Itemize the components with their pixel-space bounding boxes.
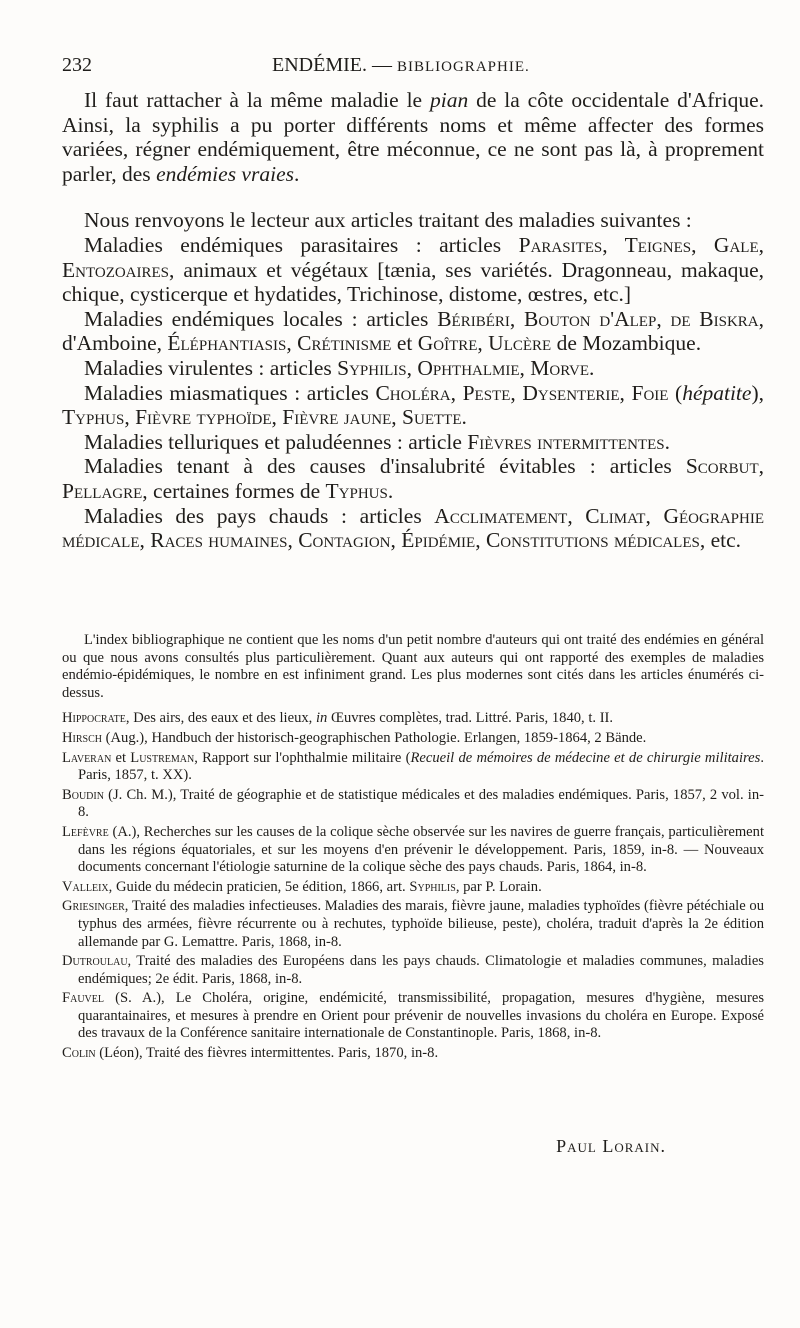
article-refs: Scorbut, Pellagre bbox=[62, 454, 764, 503]
article-refs: Fièvres intermittentes bbox=[467, 429, 665, 454]
paragraph-miasmatiques bbox=[62, 381, 764, 430]
text-run: Maladies telluriques et paludéennes : article bbox=[84, 429, 468, 454]
bib-entry bbox=[62, 750, 764, 785]
text-run: (J. Ch. M.), Traité de géographie et de statistique médicales et des maladies endémiques. Paris, 1857, 2 vol. in-8. bbox=[78, 786, 764, 821]
text-run: . Paris, 1857, t. XX). bbox=[78, 749, 764, 784]
article-refs: Typhus bbox=[325, 478, 388, 503]
bib-entry bbox=[62, 953, 764, 988]
italic-term: in bbox=[315, 710, 328, 727]
italic-term: pian bbox=[429, 88, 469, 112]
header-section: BIBLIOGRAPHIE. bbox=[396, 59, 530, 75]
paragraph-parasitaires bbox=[62, 233, 764, 307]
text-run: Œuvres complètes, trad. Littré. Paris, 1840, t. II. bbox=[327, 710, 614, 727]
bibliography bbox=[62, 632, 764, 1065]
bib-entry bbox=[62, 710, 764, 728]
article-refs: Typhus, Fièvre typhoïde, Fièvre jaune, Suette bbox=[62, 405, 462, 430]
text-run: , etc. bbox=[699, 528, 742, 553]
text-run: , par P. Lorain. bbox=[455, 878, 542, 895]
italic-title: Recueil de mémoires de médecine et de chirurgie militaires bbox=[410, 749, 761, 766]
text-run: , Traité des maladies des Européens dans les pays chauds. Climatologie et maladies communes, maladies endémiques; 2e édit. Paris, 1868, in-8. bbox=[78, 953, 764, 987]
paragraph-pays-chauds bbox=[62, 504, 764, 553]
text-run: et bbox=[391, 331, 418, 356]
text-run: , d'Amboine, bbox=[62, 306, 764, 356]
text-run: Maladies tenant à des causes d'insalubrité évitables : articles bbox=[84, 454, 686, 479]
text-run: , Traité des maladies infectieuses. Maladies des marais, fièvre jaune, maladies typhoïdes (fièvre pétéchiale ou typhus des armées, fièvre récurrente ou à rechutes, typhoïde bilieuse, peste), choléra, traduit d'après la 2e édition allemande par G. Lemattre. Paris, 1868, in-8. bbox=[78, 898, 764, 950]
article-refs: Goître, Ulcère bbox=[417, 331, 552, 356]
bib-entry bbox=[62, 879, 764, 897]
article-refs: Syphilis bbox=[409, 878, 456, 895]
header-title: ENDÉMIE. bbox=[272, 54, 367, 76]
italic-term: endémies vraies bbox=[156, 161, 294, 186]
bib-author: Valleix bbox=[62, 878, 109, 895]
bib-entry bbox=[62, 824, 764, 877]
article-refs: Syphilis, Ophthalmie, Morve bbox=[337, 355, 590, 380]
text-run: ), bbox=[751, 380, 764, 405]
text-run: . bbox=[664, 429, 670, 454]
text-run: , animaux et végétaux [tænia, ses variétés. Dragonneau, makaque, chique, cysticerque et hydatides, Trichinose, distome, œstres, etc.] bbox=[62, 257, 764, 307]
paragraph-insalubrite bbox=[62, 454, 764, 503]
bib-entry bbox=[62, 1045, 764, 1063]
text-run: (Léon), Traité des fièvres intermittentes. Paris, 1870, in-8. bbox=[95, 1045, 439, 1062]
bib-author: Hirsch bbox=[62, 729, 102, 746]
text-run: de la côte occidentale d'Afrique. Ainsi, la syphilis a pu porter différents noms et même affecter des formes variées, régner endémiquement, être méconnue, ce ne sont pas là, à proprement parler, des bbox=[62, 88, 764, 186]
text-run: Il faut rattacher à la même maladie le bbox=[84, 88, 430, 112]
text-run: , Guide du médecin praticien, 5e édition, 1866, art. bbox=[108, 878, 410, 895]
text-run: Maladies des pays chauds : articles bbox=[84, 503, 435, 528]
bib-author: Griesinger bbox=[62, 898, 125, 915]
text-run: , Des airs, des eaux et des lieux, bbox=[125, 710, 316, 727]
text-run: ( bbox=[668, 380, 683, 405]
page-number: 232 bbox=[62, 54, 92, 76]
paragraph-locales bbox=[62, 307, 764, 356]
bib-entry bbox=[62, 990, 764, 1043]
text-run: . bbox=[589, 355, 595, 380]
text-run: de Mozambique. bbox=[551, 331, 702, 356]
text-run: . bbox=[293, 161, 300, 186]
text-run: et bbox=[111, 749, 131, 766]
text-run: Maladies endémiques locales : articles bbox=[84, 306, 438, 331]
italic-term: hépatite bbox=[682, 380, 752, 405]
article-refs: Béribéri, Bouton d'Alep, de Biskra bbox=[437, 306, 759, 331]
bib-entry bbox=[62, 898, 764, 951]
text-run: , certaines formes de bbox=[142, 478, 326, 503]
running-header bbox=[62, 54, 736, 82]
bib-author: Laveran bbox=[62, 749, 112, 766]
bibliography-intro: L'index bibliographique ne contient que les noms d'un petit nombre d'auteurs qui ont traité des endémies en général ou que nous avons consultés plus particulièrement. Quant aux auteurs qui ont rapporté des exemples de maladies endémio-épidémiques, le nombre en est infiniment grand. Les plus modernes sont cités dans les articles énumérés ci-dessus. bbox=[62, 632, 764, 701]
bib-entry bbox=[62, 730, 764, 748]
paragraph-virulentes bbox=[62, 356, 764, 381]
paragraph-telluriques bbox=[62, 430, 764, 455]
bib-author: Fauvel bbox=[62, 990, 104, 1007]
paragraph-pian bbox=[62, 88, 764, 186]
paragraph-renvoi: Nous renvoyons le lecteur aux articles traitant des maladies suivantes : bbox=[84, 208, 692, 233]
article-refs: Parasites, Teignes, Gale, Entozoaires bbox=[62, 232, 764, 282]
bib-entry bbox=[62, 787, 764, 822]
text-run: Maladies virulentes : articles bbox=[84, 355, 338, 380]
author-signature: Paul Lorain. bbox=[556, 1136, 666, 1156]
bib-author: Colin bbox=[62, 1045, 96, 1062]
main-text bbox=[62, 88, 764, 553]
article-refs: Choléra, Peste, Dysenterie, Foie bbox=[375, 380, 669, 405]
text-run: (Aug.), Handbuch der historisch-geographischen Pathologie. Erlangen, 1859-1864, 2 Bände. bbox=[102, 729, 647, 746]
text-run: Maladies miasmatiques : articles bbox=[84, 380, 376, 405]
bib-author: Hippocrate bbox=[62, 710, 126, 727]
text-run: Maladies endémiques parasitaires : articles bbox=[84, 232, 519, 257]
bib-author: Lefèvre bbox=[62, 823, 109, 840]
bib-author: Lustreman bbox=[130, 749, 195, 766]
text-run: , Rapport sur l'ophthalmie militaire ( bbox=[194, 749, 411, 766]
running-title bbox=[272, 54, 530, 77]
text-run: (S. A.), Le Choléra, origine, endémicité, transmissibilité, propagation, mesures d'hygiène, mesures quarantainaires, et mesures à prendre en Orient pour prévenir de nouvelles invasions du choléra en Europe. Exposé des travaux de la Conférence sanitaire internationale de Constantinople. Paris, 1868, in-8. bbox=[78, 990, 764, 1042]
article-refs: Acclimatement, Climat, Géographie médicale, Races humaines, Contagion, Épidémie, Constitutions médicales bbox=[62, 503, 764, 553]
header-separator: — bbox=[366, 54, 397, 76]
text-run: (A.), Recherches sur les causes de la colique sèche observée sur les navires de guerre français, particulièrement dans les régions équatoriales, et sur les moyens d'en prévenir le développement. Paris, 1859, in-8. — Nouveaux documents concernant l'étiologie saturnine de la colique sèche des pays chauds. Paris, 1864, in-8. bbox=[78, 823, 764, 876]
bib-author: Boudin bbox=[62, 786, 104, 803]
bib-author: Dutroulau bbox=[62, 953, 128, 970]
text-run: . bbox=[461, 405, 467, 430]
text-run: . bbox=[387, 478, 394, 503]
article-refs: Éléphantiasis, Crétinisme bbox=[167, 331, 392, 356]
